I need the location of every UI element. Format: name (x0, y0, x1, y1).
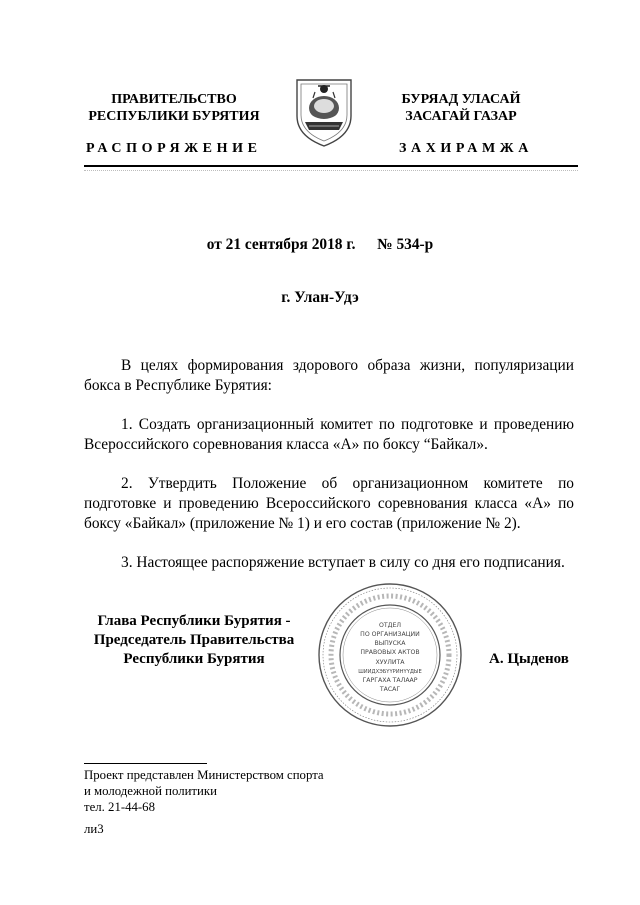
signatory-title-line-2: Председатель Правительства (93, 632, 295, 648)
signatory-title-line-3: Республики Бурятия (123, 651, 265, 667)
footer-line-4: ли3 (84, 822, 104, 836)
footer-note (84, 767, 324, 837)
item-2-paragraph: 2. Утвердить Положение об организационном комитете по подготовке и проведению Всероссийского соревнования класса «А» по боксу «Байкал» (приложение № 1) и его состав (приложение № 2). (84, 475, 574, 532)
seal-line-1: ОТДЕЛ (378, 622, 402, 629)
issuer-name-russian (88, 91, 260, 125)
order-city: г. Улан-Удэ (281, 289, 359, 306)
order-date: от 21 сентября 2018 г. (206, 236, 356, 253)
official-seal-stamp (316, 581, 464, 729)
seal-line-8: ТАСАГ (379, 686, 401, 693)
issuer-line-2: РЕСПУБЛИКИ БУРЯТИЯ (88, 109, 260, 124)
item-1-paragraph: 1. Создать организационный комитет по подготовке и проведению Всероссийского соревнования класса «А» по боксу “Байкал». (84, 416, 574, 453)
coat-of-arms-emblem (291, 72, 357, 150)
issuer-buryat-line-2: ЗАСАГАЙ ГАЗАР (405, 109, 517, 124)
doctype-buryat: ЗАХИРАМЖА (399, 141, 533, 156)
order-body (84, 356, 574, 573)
header-divider (84, 165, 578, 167)
issuer-line-1: ПРАВИТЕЛЬСТВО (111, 92, 237, 107)
footer-line-2: и молодежной политики (84, 784, 217, 798)
seal-line-6: ШИИДХЭБҮҮРИНҮҮДЫЕ (358, 669, 422, 675)
header-dotted-divider (84, 170, 578, 177)
footer-line-1: Проект представлен Министерством спорта (84, 768, 324, 782)
doctype-russian: РАСПОРЯЖЕНИЕ (86, 141, 262, 156)
seal-line-7: ГАРГАХА ТАЛААР (362, 677, 418, 684)
signatory-title (84, 612, 304, 669)
seal-line-4: ПРАВОВЫХ АКТОВ (360, 649, 420, 656)
signatory-title-line-1: Глава Республики Бурятия - (97, 613, 291, 629)
issuer-buryat-line-1: БУРЯАД УЛАСАЙ (401, 92, 521, 107)
seal-line-3: ВЫПУСКА (374, 640, 406, 647)
item-3-paragraph: 3. Настоящее распоряжение вступает в силу со дня его подписания. (121, 554, 565, 571)
order-date-number (0, 236, 640, 254)
signatory-name: А. Цыденов (489, 651, 569, 667)
preamble-paragraph: В целях формирования здорового образа жизни, популяризации бокса в Республике Бурятия: (84, 357, 574, 394)
seal-line-2: ПО ОРГАНИЗАЦИИ (360, 631, 420, 638)
order-number: № 534-р (377, 236, 434, 253)
footer-line-3: тел. 21-44-68 (84, 800, 155, 814)
footer-rule (84, 763, 207, 764)
seal-line-5: ХУУЛИТА (375, 659, 405, 666)
issuer-name-buryat (381, 91, 541, 125)
